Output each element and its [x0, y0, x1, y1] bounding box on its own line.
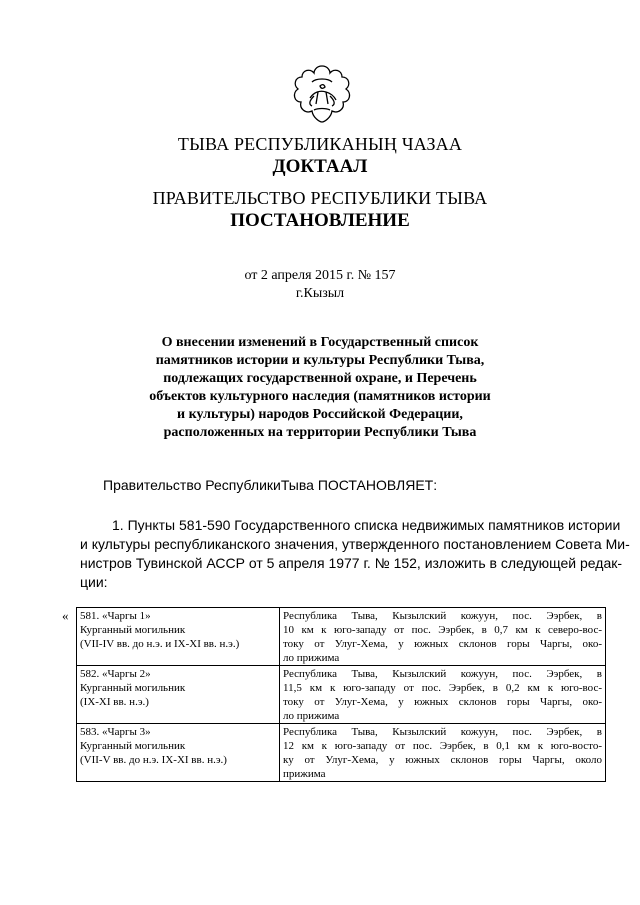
- document-title: [0, 334, 640, 442]
- monument-name-line: Курганный могильник: [80, 682, 186, 694]
- coat-of-arms-emblem: [290, 62, 354, 126]
- monuments-table: [76, 607, 606, 782]
- header-tyva-line: ТЫВА РЕСПУБЛИКАНЫҢ ЧАЗАА: [177, 134, 463, 154]
- location-line: ло прижима: [283, 710, 340, 722]
- title-line: и культуры) народов Российской Федерации,: [177, 407, 463, 422]
- table-row: [77, 724, 606, 782]
- header-government-line: ПРАВИТЕЛЬСТВО РЕСПУБЛИКИ ТЫВА: [152, 188, 488, 208]
- monument-name-line: (IX-XI вв. н.э.): [80, 696, 149, 708]
- location-line: 11,5 км к юго-западу от пос. Ээрбек, в 0,2 км к юго-вос-: [283, 682, 602, 694]
- monument-name-cell: [77, 666, 280, 724]
- location-line: току от Улуг-Хема, у южных склонов горы Чаргы, око-: [283, 696, 602, 708]
- location-line: ку от Улуг-Хема, у южных склонов горы Чаргы, около: [283, 754, 602, 766]
- location-line: 12 км к юго-западу от пос. Ээрбек, в 0,1 км к юго-восто-: [283, 740, 602, 752]
- location-line: ло прижима: [283, 652, 340, 664]
- document-city: г.Кызыл: [295, 286, 345, 301]
- paragraph-1: [80, 516, 630, 592]
- paragraph-line: 1. Пункты 581-590 Государственного списка недвижимых памятников истории: [112, 517, 621, 533]
- title-line: подлежащих государственной охране, и Перечень: [163, 371, 477, 386]
- monument-name-line: 583. «Чаргы 3»: [80, 726, 151, 738]
- location-line: Республика Тыва, Кызылский кожуун, пос. Ээрбек, в: [283, 726, 602, 738]
- location-line: току от Улуг-Хема, у южных склонов горы Чаргы, око-: [283, 638, 602, 650]
- decree-statement: Правительство РеспубликиТыва ПОСТАНОВЛЯЕТ:: [103, 477, 438, 493]
- paragraph-line: и культуры республиканского значения, утвержденного постановлением Совета Ми-: [80, 536, 630, 552]
- monument-location-cell: [280, 666, 606, 724]
- header-postanovlenie: ПОСТАНОВЛЕНИЕ: [230, 210, 410, 231]
- document-date: от 2 апреля 2015 г. № 157: [244, 268, 396, 283]
- opening-quote: «: [62, 608, 69, 623]
- title-line: памятников истории и культуры Республики Тыва,: [155, 353, 485, 368]
- monument-name-line: (VII-V вв. до н.э. IX-XI вв. н.э.): [80, 754, 227, 766]
- header-doktaal: ДОКТААЛ: [272, 156, 368, 177]
- table-row: [77, 666, 606, 724]
- monument-name-line: 581. «Чаргы 1»: [80, 610, 151, 622]
- location-line: Республика Тыва, Кызылский кожуун, пос. Ээрбек, в: [283, 610, 602, 622]
- paragraph-line: ции:: [80, 574, 108, 590]
- monument-name-line: (VII-IV вв. до н.э. и IX-XI вв. н.э.): [80, 638, 240, 650]
- location-line: 10 км к юго-западу от пос. Ээрбек, в 0,7 км к северо-вос-: [283, 624, 602, 636]
- location-line: Республика Тыва, Кызылский кожуун, пос. Ээрбек, в: [283, 668, 602, 680]
- location-line: прижима: [283, 768, 326, 780]
- monument-location-cell: [280, 724, 606, 782]
- monument-location-cell: [280, 608, 606, 666]
- title-line: объектов культурного наследия (памятников истории: [149, 389, 491, 404]
- table-row: [77, 608, 606, 666]
- paragraph-line: нистров Тувинской АССР от 5 апреля 1977 г. № 152, изложить в следующей редак-: [80, 555, 623, 571]
- monument-name-cell: [77, 608, 280, 666]
- monument-name-line: Курганный могильник: [80, 624, 186, 636]
- monument-name-line: Курганный могильник: [80, 740, 186, 752]
- monument-name-cell: [77, 724, 280, 782]
- title-line: О внесении изменений в Государственный список: [161, 335, 479, 350]
- title-line: расположенных на территории Республики Тыва: [163, 425, 477, 440]
- monument-name-line: 582. «Чаргы 2»: [80, 668, 151, 680]
